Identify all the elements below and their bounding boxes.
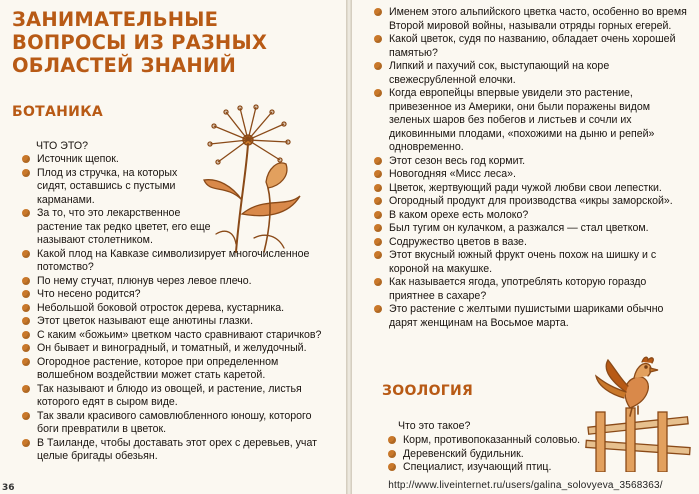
- bullet-icon: [22, 155, 30, 163]
- list-item: Плод из стручка, на которых сидят, оставшись с пустыми карманами.: [22, 167, 197, 208]
- list-item: Этот сезон весь год кормит.: [374, 155, 692, 169]
- bullet-icon: [22, 277, 30, 285]
- list-item: Что несено родится?: [22, 288, 326, 302]
- list-item: Огородное растение, которое при определенном волшебном воздействии может стать каретой.: [22, 356, 326, 383]
- list-item: Цветок, жертвующий ради чужой любви свои лепестки.: [374, 182, 692, 196]
- zoology-lead: Что это такое?: [398, 420, 471, 432]
- list-item: С каким «божьим» цветком часто сравнивают старичков?: [22, 329, 326, 343]
- list-item: Так звали красивого самовлюбленного юношу, которого боги превратили в цветок.: [22, 410, 326, 437]
- page-headline: [12, 8, 292, 77]
- list-item: Так называют и блюдо из овощей, и растение, листья которого едят в сыром виде.: [22, 383, 326, 410]
- bullet-icon: [388, 450, 396, 458]
- bullet-icon: [374, 211, 382, 219]
- bullet-icon: [374, 224, 382, 232]
- list-item: Этот цветок называют еще анютины глазки.: [22, 315, 326, 329]
- bullet-icon: [22, 250, 30, 258]
- list-item: Содружество цветов в вазе.: [374, 236, 692, 250]
- list-item: Новогодняя «Мисс леса».: [374, 168, 692, 182]
- list-item: Огородный продукт для производства «икры заморской».: [374, 195, 692, 209]
- list-item: Этот вкусный южный фрукт очень похож на шишку и с короной на макушке.: [374, 249, 692, 276]
- bullet-icon: [374, 197, 382, 205]
- list-item: В каком орехе есть молоко?: [374, 209, 692, 223]
- rooster-on-fence-icon: [582, 352, 694, 472]
- bullet-icon: [22, 290, 30, 298]
- headline-line-1: ЗАНИМАТЕЛЬНЫЕ: [12, 8, 219, 31]
- headline-line-3: ОБЛАСТЕЙ ЗНАНИЙ: [12, 54, 236, 77]
- bullet-icon: [22, 331, 30, 339]
- bullet-icon: [388, 463, 396, 471]
- list-item: Был тугим он кулачком, а разжался — стал цветком.: [374, 222, 692, 236]
- botany-lead: ЧТО ЭТО?: [36, 140, 88, 152]
- bullet-icon: [374, 238, 382, 246]
- list-item: Источник щепок.: [22, 153, 167, 167]
- bullet-icon: [374, 8, 382, 16]
- botany-question-list: [22, 153, 326, 464]
- bullet-icon: [22, 358, 30, 366]
- page-number: 36: [2, 483, 15, 493]
- bullet-icon: [388, 436, 396, 444]
- list-item: Специалист, изучающий птиц.: [388, 461, 598, 475]
- list-item: Он бывает и виноградный, и томатный, и желудочный.: [22, 342, 326, 356]
- zoology-question-list: [388, 434, 598, 475]
- section-title-zoology: ЗООЛОГИЯ: [382, 383, 474, 399]
- bullet-icon: [22, 439, 30, 447]
- bullet-icon: [22, 169, 30, 177]
- list-item: Небольшой боковой отросток дерева, кустарника.: [22, 302, 326, 316]
- bullet-icon: [374, 278, 382, 286]
- bullet-icon: [22, 344, 30, 352]
- list-item: По нему стучат, плюнув через левое плечо.: [22, 275, 326, 289]
- list-item: Корм, противопоказанный соловью.: [388, 434, 598, 448]
- list-item: За то, что это лекарственное растение так редко цветет, его еще называют столетником.: [22, 207, 212, 248]
- list-item: Как называется ягода, употреблять которую гораздо приятнее в сахаре?: [374, 276, 692, 303]
- bullet-icon: [374, 170, 382, 178]
- bullet-icon: [22, 209, 30, 217]
- bullet-icon: [374, 89, 382, 97]
- bullet-icon: [374, 251, 382, 259]
- bullet-icon: [374, 184, 382, 192]
- list-item: Деревенский будильник.: [388, 448, 598, 462]
- list-item: Какой цветок, судя по названию, обладает очень хорошей памятью?: [374, 33, 692, 60]
- bullet-icon: [374, 62, 382, 70]
- bullet-icon: [22, 317, 30, 325]
- left-page: [0, 0, 346, 494]
- bullet-icon: [374, 157, 382, 165]
- list-item: Какой плод на Кавказе символизирует многочисленное потомство?: [22, 248, 326, 275]
- botany-question-list-continued: [374, 6, 692, 330]
- source-url[interactable]: http://www.liveinternet.ru/users/galina_solovyeva_3568363/: [388, 480, 663, 491]
- bullet-icon: [22, 412, 30, 420]
- list-item: В Таиланде, чтобы доставать этот орех с деревьев, учат целые бригады обезьян.: [22, 437, 326, 464]
- bullet-icon: [374, 305, 382, 313]
- list-item: Именем этого альпийского цветка часто, особенно во время Второй мировой войны, называли отряды горных егерей.: [374, 6, 692, 33]
- list-item: Когда европейцы впервые увидели это растение, привезенное из Америки, они были поражены видом зеленых шаров без побегов и листьев и сочли их диковинными плодами, «похожими на дыню и репей» одновременно.: [374, 87, 692, 155]
- bullet-icon: [22, 385, 30, 393]
- bullet-icon: [374, 35, 382, 43]
- right-page: [352, 0, 699, 494]
- list-item: Это растение с желтыми пушистыми шариками обычно дарят женщинам на Восьмое марта.: [374, 303, 692, 330]
- list-item: Липкий и пахучий сок, выступающий на коре свежесрубленной елочки.: [374, 60, 692, 87]
- headline-line-2: ВОПРОСЫ ИЗ РАЗНЫХ: [12, 31, 268, 54]
- section-title-botany: БОТАНИКА: [12, 104, 104, 120]
- bullet-icon: [22, 304, 30, 312]
